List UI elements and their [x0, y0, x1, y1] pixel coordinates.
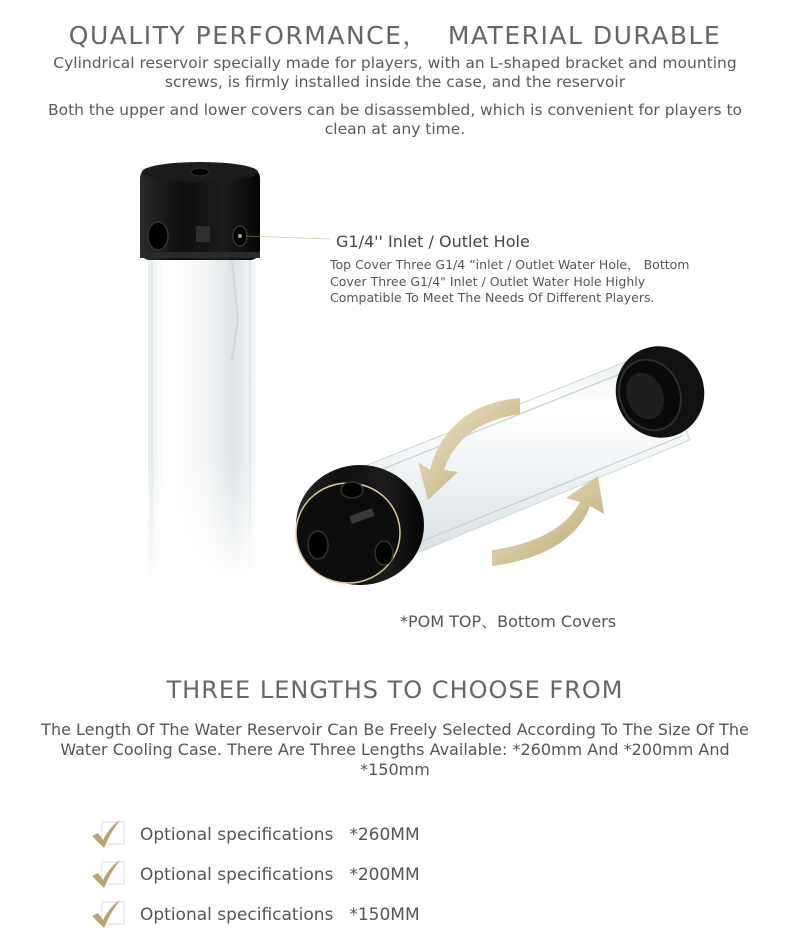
option-size: *150MM: [349, 905, 420, 925]
option-label: Optional specifications: [140, 825, 334, 845]
lengths-description: The Length Of The Water Reservoir Can Be Freely Selected According To The Size Of The Water Cooling Case. There Are Three Lengths Available: *260mm And *200mm And *150mm: [41, 720, 749, 779]
covers-caption: *POM TOP、Bottom Covers: [400, 612, 617, 631]
option-item-150: [90, 900, 420, 930]
option-label: Optional specifications: [140, 905, 334, 925]
gold-check-icon: [90, 820, 126, 850]
horizontal-reservoir: [296, 333, 718, 585]
section-title-lengths: THREE LENGTHS TO CHOOSE FROM: [166, 676, 624, 704]
option-label: Optional specifications: [140, 865, 334, 885]
option-item-260: [90, 820, 420, 850]
inlet-outlet-hole-description: Top Cover Three G1/4 “inlet / Outlet Water Hole， Bottom Cover Three G1/4" Inlet / Outlet Water Hole Highly Compatible To Meet The Needs Of Different Players.: [330, 257, 690, 305]
option-size: *260MM: [349, 825, 420, 845]
description-paragraph-2: Both the upper and lower covers can be disassembled, which is convenient for players to clean at any time.: [47, 101, 743, 138]
section-title-quality: QUALITY PERFORMANCE， MATERIAL DURABLE: [68, 21, 722, 50]
description-paragraph-1: Cylindrical reservoir specially made for players, with an L-shaped bracket and mounting screws, is firmly installed inside the case, and the reservoir: [53, 54, 737, 91]
option-size: *200MM: [349, 865, 420, 885]
option-item-200: [90, 860, 420, 890]
inlet-outlet-hole-title: G1/4'' Inlet / Outlet Hole: [336, 232, 530, 251]
gold-check-icon: [90, 900, 126, 930]
gold-check-icon: [90, 860, 126, 890]
